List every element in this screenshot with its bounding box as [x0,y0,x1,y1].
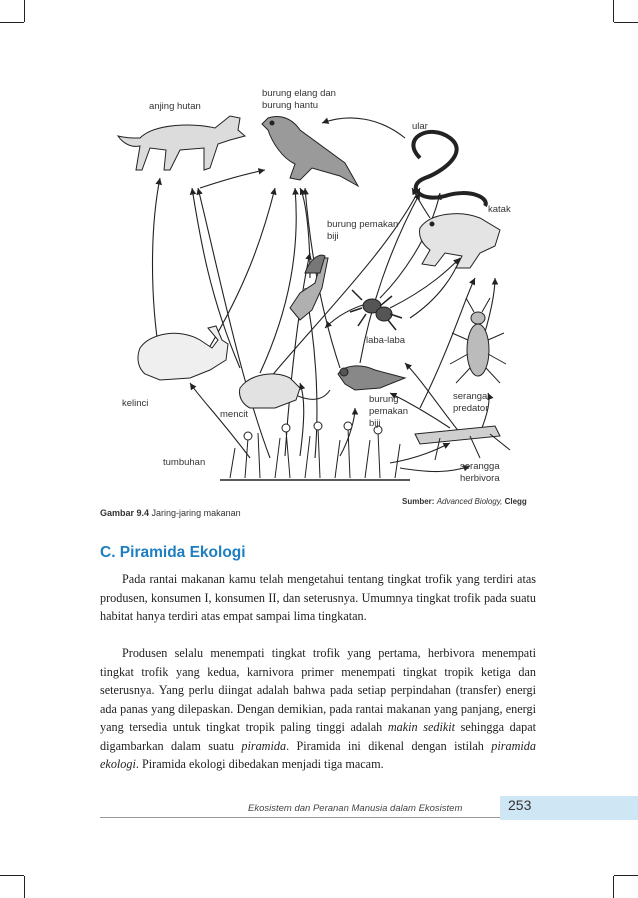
source-label: Sumber: [402,497,435,506]
label-burung-elang: burung elang dan burung hantu [262,88,336,111]
predator-beetle-drawing [450,298,506,383]
label-ular: ular [412,121,428,132]
arrow [270,188,420,378]
label-mencit: mencit [220,409,248,420]
food-web-figure [100,78,540,498]
paragraph-2-text: . Piramida ekologi dibedakan menjadi tiga macam. [135,757,384,771]
wild-dog-drawing [118,116,245,170]
seed-bird-branch-drawing [290,255,328,320]
arrow [420,278,475,408]
paragraph-2-text: sehingga dapat digambarkan dalam suatu [100,720,537,753]
food-web-illustration [100,78,540,498]
label-kelinci: kelinci [122,398,149,409]
hawk-drawing [262,117,358,187]
paragraph-1: Pada rantai makanan kamu telah mengetahui tentang tingkat trofik yang terdiri atas produsen, konsumen I, konsumen II, dan seterusnya. Umumnya tingkat trofik pada suatu habitat hanya terdiri atas empat sampai lima tingkatan. [100,572,536,623]
label-burung-pemakan-biji-2: burung pemakan biji [369,394,409,429]
footer-book-title: Ekosistem dan Peranan Manusia dalam Ekosistem [248,803,463,814]
crop-mark [0,22,24,23]
paragraph-2-text: Produsen selalu menempati tingkat trofik yang pertama, herbivora menempati tingkat trofik yang kedua, karnivora primer menempati tingkat tropik ketiga dan seterusnya. Yang perlu diingat adalah bahwa pada setiap perpindahan (transfer) energi ada panas yang dilepaskan. Dengan demikian, pada rantai makanan yang panjang, energi yang tersedia untuk tingkat tropik paling tinggi adalah [100,646,536,734]
label-serangga-herbivora: serangga herbivora [460,461,500,484]
grasshopper-drawing [415,426,510,460]
crop-mark [613,876,614,898]
arrow [200,188,275,363]
page-number: 253 [508,797,532,813]
snake-drawing [413,132,485,206]
arrow [410,258,460,318]
crop-mark [0,875,24,876]
arrow [260,188,296,373]
caption-label: Gambar 9.4 [100,508,150,518]
emphasis-makin-sedikit: makin sedikit [387,720,456,734]
figure-caption [100,508,241,518]
emphasis-piramida: piramida [241,738,287,753]
crop-mark [24,0,25,22]
footer-divider [100,817,500,818]
figure-source [402,497,527,506]
arrow [322,118,405,138]
paragraph-2 [100,644,536,774]
section-title: C. Piramida Ekologi [100,544,246,561]
crop-mark [614,22,638,23]
rabbit-drawing [138,326,228,380]
arrow [340,408,355,456]
arrow [300,383,304,456]
label-burung-pemakan-biji: burung pemakan biji [327,219,399,242]
paragraph-2-text: . Piramida ini dikenal dengan istilah [286,738,492,753]
crop-mark [24,876,25,898]
crop-mark [613,0,614,22]
arrow [390,258,460,308]
label-tumbuhan: tumbuhan [163,457,206,468]
ground-bird-drawing [338,366,405,390]
label-serangga-predator: seranga predator [453,391,489,414]
caption-text: Jaring-jaring makanan [151,508,241,518]
arrow [405,363,460,433]
emphasis-piramida-ekologi: piramida ekologi [100,738,536,771]
source-title: Advanced Biology, [436,497,503,506]
arrow [153,178,161,358]
frog-drawing [419,214,500,268]
arrow [200,170,265,188]
label-katak: katak [488,204,511,215]
label-laba-laba: laba-laba [366,335,406,346]
label-anjing-hutan: anjing hutan [149,101,201,112]
crop-mark [614,875,638,876]
source-author: Clegg [504,497,527,506]
